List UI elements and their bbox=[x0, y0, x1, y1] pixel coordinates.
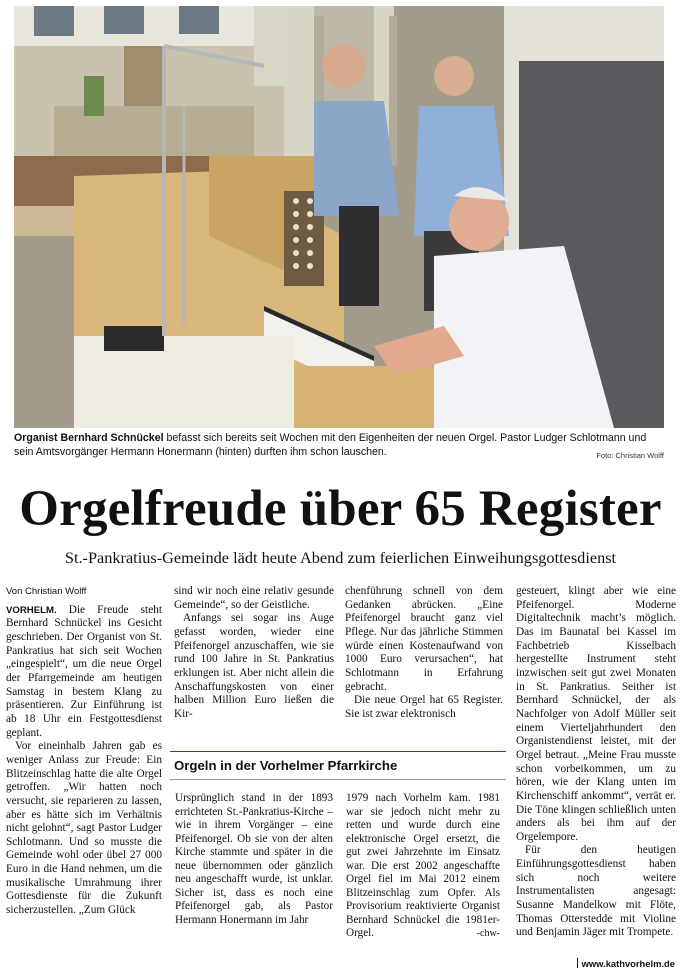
paragraph: gesteuert, klingt aber wie eine Pfeifenorgel. Moderne Digitaltechnik macht’s möglich. Das im Baunatal bei Kassel im Fachbetrieb Kisselbach hergestellte Instrument steht inzwischen seit gut zwei Monaten in St. Pankratius. Seither ist Bernhard Schnückel, der als Nachfolger von Adolf Müller seit einem Vierteljahrhundert den Organistendienst leistet, mit der Orgel betraut. „Meine Frau musste schon vorbeikommen, um zu hören, wie der Klang unten im Kirchenschiff ankommt“, verrät er. Die Töne klingen schließlich unten anders als bei ihm auf der Orgelempore. bbox=[516, 585, 676, 843]
info-box-column-2-text: 1979 nach Vorhelm kam. 1981 war sie jedoch nicht mehr zu retten und wurde durch eine elektronische Orgel ersetzt, die gut zwei Jahrzehnte im Einsatz war. Die erst 2002 angeschaffte Orgel fiel im Mai 2012 einem Blitzeinschlag zum Opfer. Als Provisorium reaktivierte Organist Bernhard Schnückel die 1981er-Orgel. bbox=[346, 792, 500, 940]
byline: Von Christian Wolff bbox=[6, 586, 87, 597]
website-link-text: www.kathvorhelm.de bbox=[581, 958, 675, 969]
paragraph: chenführung schnell von dem Gedanken abrücken. „Eine Pfeifenorgel braucht ganz viel Pflege. Nur das jährliche Stimmen würde einen Kostenaufwand von 1000 Euro verursachen“, hat Schlotmann in Erfahrung gebracht. bbox=[345, 585, 503, 693]
caption-text: befasst sich bereits seit Wochen mit den Eigenheiten der neuen Orgel. Pastor Ludger Schlotmann und sein Amtsvorgänger Hermann Honermann (hinten) durften ihm schon lauschen. bbox=[14, 432, 647, 458]
photo-credit: Foto: Christian Wolff bbox=[596, 451, 664, 460]
photo-caption bbox=[14, 432, 666, 459]
paragraph bbox=[6, 604, 162, 741]
website-link[interactable] bbox=[577, 958, 675, 969]
paragraph: Anfangs sei sogar ins Auge gefasst worden, wieder eine Pfeifenorgel anzuschaffen, wie sie rund 100 Jahre in St. Pankratius erklungen ist. Aber nicht allein die Anschaffungskosten von einer halben Million Euro ließen die Kir- bbox=[174, 612, 334, 720]
info-box-column-2 bbox=[346, 792, 500, 941]
article-column-1 bbox=[6, 585, 162, 918]
subheadline: St.-Pankratius-Gemeinde lädt heute Abend zum feierlichen Einweihungsgottesdienst bbox=[64, 548, 617, 567]
dateline: VORHELM. bbox=[6, 604, 57, 616]
article-photo bbox=[14, 6, 664, 428]
paragraph-text: Die Freude steht Bernhard Schnückel ins Gesicht geschrieben. Der Organist von St. Pankratius hat sich seit Wochen „eingespielt“, um die neue Orgel der Pfarrgemeinde am heutigen Samstag in bestem Klang zu präsentieren. Zur Einführung ist ab 18 Uhr ein Festgottesdienst geplant. bbox=[6, 603, 162, 739]
paragraph: Die neue Orgel hat 65 Register. Sie ist zwar elektronisch bbox=[345, 694, 503, 720]
organ-photo-illustration bbox=[14, 6, 664, 428]
article-column-2 bbox=[174, 585, 334, 722]
article-column-4 bbox=[516, 585, 676, 940]
caption-lead: Organist Bernhard Schnückel bbox=[14, 432, 164, 444]
divider-bar bbox=[577, 958, 578, 968]
info-box-column-1: Ursprünglich stand in der 1893 errichteten St.-Pankratius-Kirche – wie in ihrem Vorgänger – eine Pfeifenorgel. Ob sie von der alten Kirche stammte und später in die neue übernommen oder gänzlich neu angeschafft wurde, ist unklar. Sicher ist, dass es noch eine Pfeifenorgel gab, als Pastor Hermann Honermann im Jahr bbox=[175, 792, 333, 926]
author-signoff: -chw- bbox=[476, 928, 500, 940]
paragraph: Für den heutigen Einführungsgottesdienst haben sich noch weitere Instrumentalisten angesagt: Susanne Mandelkow mit Flöte, Thomas Otterstedde mit Violine und Benjamin Jäger mit Trompete. bbox=[516, 844, 676, 939]
paragraph: Vor eineinhalb Jahren gab es weniger Anlass zur Freude: Ein Blitzeinschlag hatte die alte Orgel getroffen. „Wir hatten noch versucht, sie reparieren zu lassen, aber es hätte sich im Verhältnis nicht gelohnt“, sagt Pastor Ludger Schlotmann. Und so musste die Gemeinde wohl oder übel 27 000 Euro in die Hand nehmen, um die musikalische Umrahmung ihrer Gottesdienste für die Zukunft sicherzustellen. „Zum Glück bbox=[6, 740, 162, 917]
article-column-3 bbox=[345, 585, 503, 722]
info-box-divider bbox=[170, 779, 506, 780]
headline: Orgelfreude über 65 Register bbox=[19, 481, 662, 537]
info-box-title: Orgeln in der Vorhelmer Pfarrkirche bbox=[174, 758, 398, 773]
info-box bbox=[170, 751, 506, 974]
paragraph: sind wir noch eine relativ gesunde Gemeinde“, so der Geistliche. bbox=[174, 585, 334, 611]
